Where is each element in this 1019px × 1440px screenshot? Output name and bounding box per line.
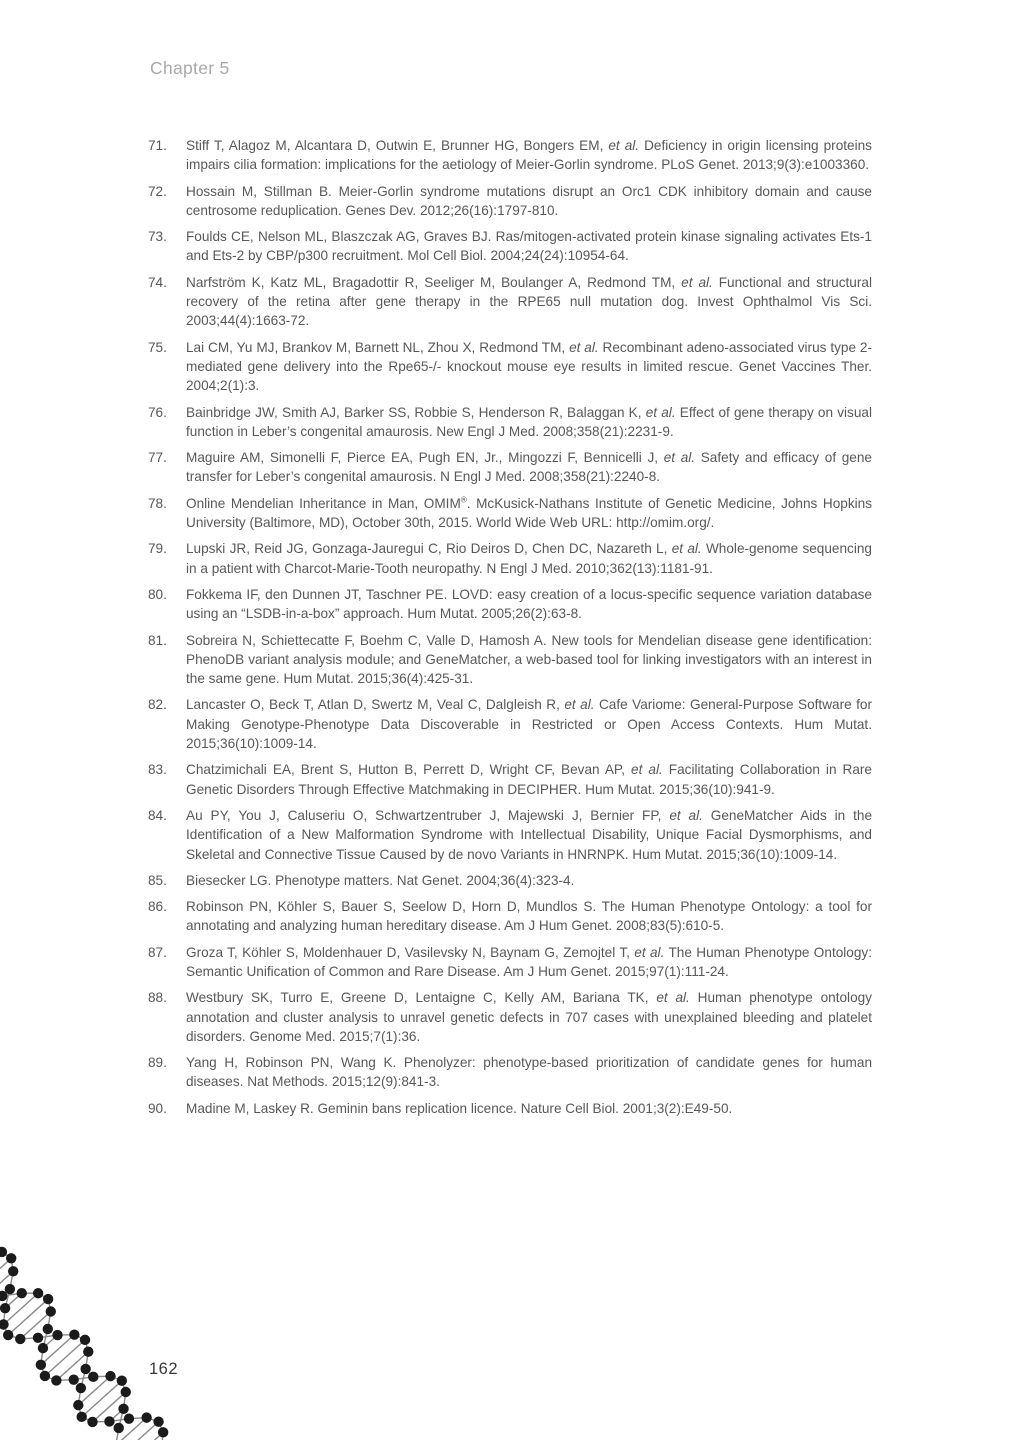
reference-item <box>148 403 872 442</box>
reference-text: Yang H, Robinson PN, Wang K. Phenolyzer: phenotype-based prioritization of candidate genes for human diseases. Nat Methods. 2015;12(9):841-3. <box>186 1055 872 1090</box>
reference-number: 71. <box>148 138 167 153</box>
reference-item <box>148 943 872 982</box>
reference-number: 82. <box>148 697 167 713</box>
reference-item <box>148 1053 872 1092</box>
reference-item <box>148 806 872 864</box>
reference-item <box>148 760 872 799</box>
reference-number: 84. <box>148 807 167 823</box>
reference-text: Chatzimichali EA, Brent S, Hutton B, Perrett D, Wright CF, Bevan AP, et al. Facilitating Collaboration in Rare Genetic Disorders Through Effective Matchmaking in DECIPHER. Hum Mutat. 2015;36(10):941-9. <box>186 762 872 797</box>
reference-number: 90. <box>148 1100 167 1116</box>
reference-item <box>148 448 872 487</box>
reference-text: Maguire AM, Simonelli F, Pierce EA, Pugh EN, Jr., Mingozzi F, Bennicelli J, et al. Safety and efficacy of gene transfer for Leber’s congenital amaurosis. N Engl J Med. 2008;358(21):2240-8. <box>186 450 872 485</box>
reference-text: Sobreira N, Schiettecatte F, Boehm C, Valle D, Hamosh A. New tools for Mendelian disease gene identification: PhenoDB variant analysis module; and GeneMatcher, a web-based tool for linking investigators with an interest in the same gene. Hum Mutat. 2015;36(4):425-31. <box>186 632 872 687</box>
reference-item <box>148 695 872 753</box>
reference-text: Lancaster O, Beck T, Atlan D, Swertz M, Veal C, Dalgleish R, et al. Cafe Variome: General-Purpose Software for Making Genotype-Phenotype Data Discoverable in Restricted or Open Access Contexts. Hum Mutat. 2015;36(10):1009-14. <box>186 697 872 752</box>
reference-item <box>148 494 872 533</box>
reference-text: Biesecker LG. Phenotype matters. Nat Genet. 2004;36(4):323-4. <box>186 872 575 888</box>
reference-number: 78. <box>148 495 167 511</box>
reference-text: Fokkema IF, den Dunnen JT, Taschner PE. LOVD: easy creation of a locus-specific sequence variation database using an “LSDB-in-a-box” approach. Hum Mutat. 2005;26(2):63-8. <box>186 586 872 622</box>
reference-item <box>148 539 872 578</box>
reference-number: 87. <box>148 944 167 960</box>
reference-item <box>148 631 872 689</box>
reference-number: 88. <box>148 990 167 1006</box>
reference-text: Hossain M, Stillman B. Meier-Gorlin syndrome mutations disrupt an Orc1 CDK inhibitory domain and cause centrosome reduplication. Genes Dev. 2012;26(16):1797-810. <box>186 183 872 218</box>
reference-number: 83. <box>148 762 167 778</box>
reference-text: Robinson PN, Köhler S, Bauer S, Seelow D, Horn D, Mundlos S. The Human Phenotype Ontology: a tool for annotating and analyzing human hereditary disease. Am J Hum Genet. 2008;83(5):610-5. <box>186 899 872 934</box>
reference-text: Westbury SK, Turro E, Greene D, Lentaigne C, Kelly AM, Bariana TK, et al. Human phenotype ontology annotation and cluster analysis to unravel genetic defects in 707 cases with unexplained bleeding and platelet disorders. Genome Med. 2015;7(1):36. <box>186 990 872 1044</box>
reference-text: Stiff T, Alagoz M, Alcantara D, Outwin E, Brunner HG, Bongers EM, et al. Deficiency in origin licensing proteins impairs cilia formation: implications for the aetiology of Meier-Gorlin syndrome. PLoS Genet. 2013;9(3):e1003360. <box>186 138 872 173</box>
reference-text: Lai CM, Yu MJ, Brankov M, Barnett NL, Zhou X, Redmond TM, et al. Recombinant adeno-associated virus type 2-mediated gene delivery into the Rpe65-/- knockout mouse eye results in limited rescue. Genet Vaccines Ther. 2004;2(1):3. <box>186 339 872 394</box>
reference-item <box>148 871 872 890</box>
reference-text: Online Mendelian Inheritance in Man, OMIM®. McKusick-Nathans Institute of Genetic Medicine, Johns Hopkins University (Baltimore, MD), October 30th, 2015. World Wide Web URL: http://omim.org/. <box>186 495 872 531</box>
reference-item <box>148 988 872 1046</box>
reference-text: Groza T, Köhler S, Moldenhauer D, Vasilevsky N, Baynam G, Zemojtel T, et al. The Human Phenotype Ontology: Semantic Unification of Common and Rare Disease. Am J Hum Genet. 2015;97(1):111-24. <box>186 944 872 979</box>
reference-number: 86. <box>148 899 167 915</box>
reference-text: Narfström K, Katz ML, Bragadottir R, Seeliger M, Boulanger A, Redmond TM, et al. Functional and structural recovery of the retina after gene therapy in the RPE65 null mutation dog. Invest Ophthalmol Vis Sci. 2003;44(4):1663-72. <box>186 274 872 329</box>
reference-text: Foulds CE, Nelson ML, Blaszczak AG, Graves BJ. Ras/mitogen-activated protein kinase signaling activates Ets-1 and Ets-2 by CBP/p300 recruitment. Mol Cell Biol. 2004;24(24):10954-64. <box>186 229 872 264</box>
reference-number: 75. <box>148 339 167 355</box>
reference-item <box>148 227 872 266</box>
page-number: 162 <box>149 1360 179 1378</box>
reference-item <box>148 136 872 175</box>
reference-text: Madine M, Laskey R. Geminin bans replication licence. Nature Cell Biol. 2001;3(2):E49-50. <box>186 1100 733 1116</box>
reference-number: 72. <box>148 183 167 199</box>
reference-number: 81. <box>148 632 167 648</box>
reference-number: 79. <box>148 541 167 557</box>
chapter-header: Chapter 5 <box>150 58 230 78</box>
reference-number: 74. <box>148 274 167 290</box>
reference-item <box>148 897 872 936</box>
reference-list <box>148 136 872 1125</box>
reference-item <box>148 273 872 331</box>
reference-item <box>148 585 872 624</box>
reference-number: 73. <box>148 229 167 245</box>
reference-number: 80. <box>148 586 167 602</box>
reference-text: Lupski JR, Reid JG, Gonzaga-Jauregui C, Rio Deiros D, Chen DC, Nazareth L, et al. Whole-genome sequencing in a patient with Charcot-Marie-Tooth neuropathy. N Engl J Med. 2010;362(13):1181-91. <box>186 541 872 576</box>
reference-item <box>148 182 872 221</box>
reference-number: 89. <box>148 1055 167 1071</box>
reference-text: Au PY, You J, Caluseriu O, Schwartzentruber J, Majewski J, Bernier FP, et al. GeneMatcher Aids in the Identification of a New Malformation Syndrome with Intellectual Disability, Unique Facial Dysmorphisms, and Skeletal and Connective Tissue Caused by de novo Variants in HNRNPK. Hum Mutat. 2015;36(10):1009-14. <box>186 807 872 862</box>
reference-text: Bainbridge JW, Smith AJ, Barker SS, Robbie S, Henderson R, Balaggan K, et al. Effect of gene therapy on visual function in Leber’s congenital amaurosis. New Engl J Med. 2008;358(21):2231-9. <box>186 404 872 439</box>
reference-number: 85. <box>148 872 167 888</box>
reference-item <box>148 1099 872 1118</box>
reference-item <box>148 338 872 396</box>
reference-number: 76. <box>148 404 167 420</box>
reference-number: 77. <box>148 450 167 466</box>
